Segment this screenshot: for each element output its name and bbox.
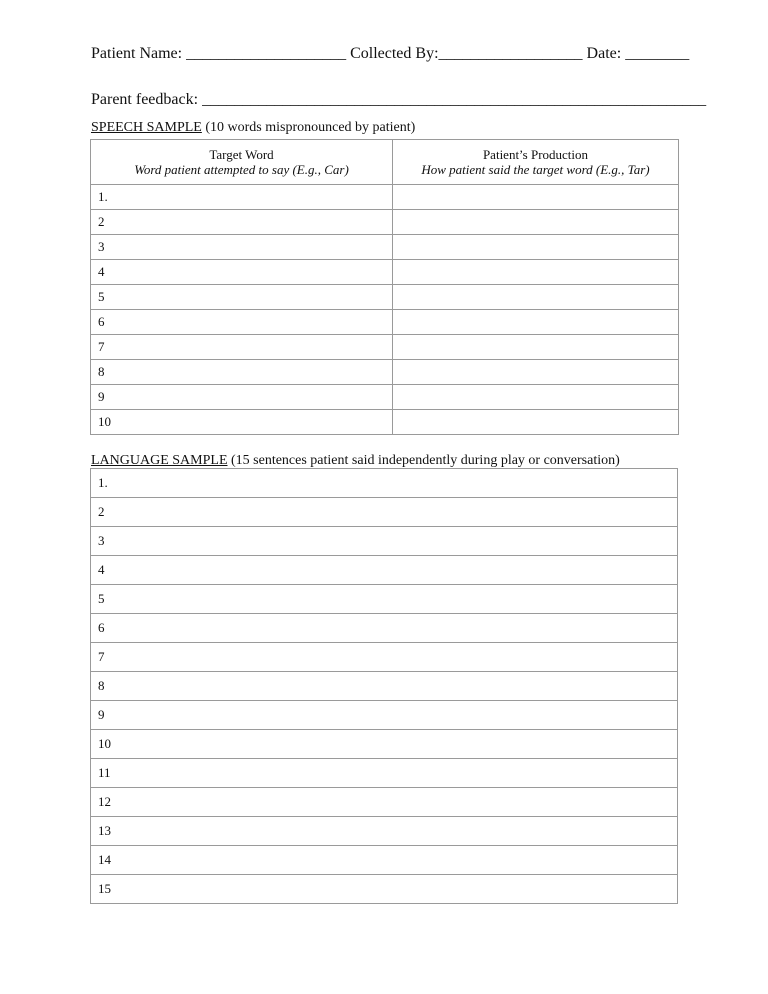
patient-production-cell[interactable] [393, 285, 679, 310]
speech-sample-table [90, 139, 679, 435]
date-field[interactable]: ________ [625, 45, 690, 62]
patient-production-heading: Patient’s Production [482, 147, 589, 162]
speech-table-row [91, 360, 679, 385]
parent-feedback-field[interactable]: _______________________________________________________________ [202, 91, 707, 108]
language-table-row [91, 701, 678, 730]
speech-table-header-row [91, 140, 679, 185]
row-number: 9 [98, 707, 105, 722]
language-table-row [91, 585, 678, 614]
row-number: 14 [98, 852, 111, 867]
row-number: 12 [98, 794, 111, 809]
parent-feedback-label: Parent feedback: [91, 91, 199, 108]
sentence-cell[interactable] [91, 585, 678, 614]
row-number: 8 [98, 678, 105, 693]
patient-production-cell[interactable] [393, 235, 679, 260]
row-number: 6 [98, 314, 105, 329]
target-word-cell[interactable] [91, 285, 393, 310]
language-sample-heading [91, 453, 620, 469]
language-table-row [91, 817, 678, 846]
row-number: 15 [98, 881, 111, 896]
patient-production-cell[interactable] [393, 310, 679, 335]
target-word-cell[interactable] [91, 410, 393, 435]
row-number: 3 [98, 239, 105, 254]
language-table-row [91, 788, 678, 817]
sentence-cell[interactable] [91, 643, 678, 672]
language-table-row [91, 730, 678, 759]
language-table-row [91, 759, 678, 788]
sentence-cell[interactable] [91, 527, 678, 556]
header-fields [91, 45, 689, 63]
row-number: 7 [98, 339, 105, 354]
row-number: 5 [98, 289, 105, 304]
patient-production-cell[interactable] [393, 185, 679, 210]
speech-table-row [91, 285, 679, 310]
row-number: 10 [98, 414, 111, 429]
row-number: 7 [98, 649, 105, 664]
target-word-cell[interactable] [91, 210, 393, 235]
row-number: 6 [98, 620, 105, 635]
target-word-cell[interactable] [91, 310, 393, 335]
speech-table-row [91, 210, 679, 235]
sentence-cell[interactable] [91, 614, 678, 643]
target-word-cell[interactable] [91, 235, 393, 260]
language-table-row [91, 556, 678, 585]
language-sample-description: (15 sentences patient said independently during play or conversation) [231, 453, 620, 468]
date-label: Date: [586, 45, 622, 62]
collected-by-field[interactable]: __________________ [438, 45, 583, 62]
sentence-cell[interactable] [91, 759, 678, 788]
language-table-row [91, 643, 678, 672]
row-number: 8 [98, 364, 105, 379]
patient-production-cell[interactable] [393, 360, 679, 385]
row-number: 1. [98, 189, 108, 204]
sentence-cell[interactable] [91, 875, 678, 904]
sentence-cell[interactable] [91, 788, 678, 817]
sentence-cell[interactable] [91, 817, 678, 846]
row-number: 2 [98, 504, 105, 519]
speech-sample-title: SPEECH SAMPLE [91, 120, 202, 135]
row-number: 5 [98, 591, 105, 606]
speech-table-row [91, 385, 679, 410]
parent-feedback [91, 91, 706, 109]
speech-sample-heading [91, 120, 415, 136]
speech-table-row [91, 310, 679, 335]
row-number: 9 [98, 389, 105, 404]
patient-production-cell[interactable] [393, 260, 679, 285]
target-word-cell[interactable] [91, 185, 393, 210]
speech-table-row [91, 235, 679, 260]
sentence-cell[interactable] [91, 846, 678, 875]
patient-name-label: Patient Name: [91, 45, 183, 62]
sentence-cell[interactable] [91, 701, 678, 730]
row-number: 11 [98, 765, 111, 780]
collected-by-label: Collected By: [350, 45, 439, 62]
patient-production-column-header [393, 140, 679, 185]
language-table-row [91, 498, 678, 527]
target-word-column-header [91, 140, 393, 185]
sentence-cell[interactable] [91, 469, 678, 498]
speech-table-row [91, 260, 679, 285]
language-table-row [91, 469, 678, 498]
language-table-row [91, 672, 678, 701]
language-sample-table [90, 468, 678, 904]
speech-sample-description: (10 words mispronounced by patient) [205, 120, 416, 135]
patient-production-cell[interactable] [393, 385, 679, 410]
language-table-row [91, 614, 678, 643]
row-number: 1. [98, 475, 108, 490]
language-sample-title: LANGUAGE SAMPLE [91, 453, 228, 468]
sentence-cell[interactable] [91, 498, 678, 527]
row-number: 4 [98, 562, 105, 577]
target-word-heading: Target Word [209, 147, 274, 162]
sentence-cell[interactable] [91, 556, 678, 585]
sentence-cell[interactable] [91, 730, 678, 759]
row-number: 2 [98, 214, 105, 229]
language-table-row [91, 527, 678, 556]
target-word-cell[interactable] [91, 260, 393, 285]
language-table-row [91, 846, 678, 875]
target-word-cell[interactable] [91, 385, 393, 410]
target-word-cell[interactable] [91, 360, 393, 385]
target-word-cell[interactable] [91, 335, 393, 360]
row-number: 13 [98, 823, 111, 838]
patient-name-field[interactable]: ____________________ [186, 45, 347, 62]
row-number: 10 [98, 736, 111, 751]
patient-production-cell[interactable] [393, 410, 679, 435]
sentence-cell[interactable] [91, 672, 678, 701]
patient-production-cell[interactable] [393, 210, 679, 235]
row-number: 4 [98, 264, 105, 279]
speech-table-row [91, 185, 679, 210]
language-table-row [91, 875, 678, 904]
speech-table-row [91, 335, 679, 360]
target-word-subheading: Word patient attempted to say (E.g., Car) [134, 162, 349, 177]
speech-table-row [91, 410, 679, 435]
row-number: 3 [98, 533, 105, 548]
patient-production-cell[interactable] [393, 335, 679, 360]
patient-production-subheading: How patient said the target word (E.g., Tar) [421, 162, 650, 177]
